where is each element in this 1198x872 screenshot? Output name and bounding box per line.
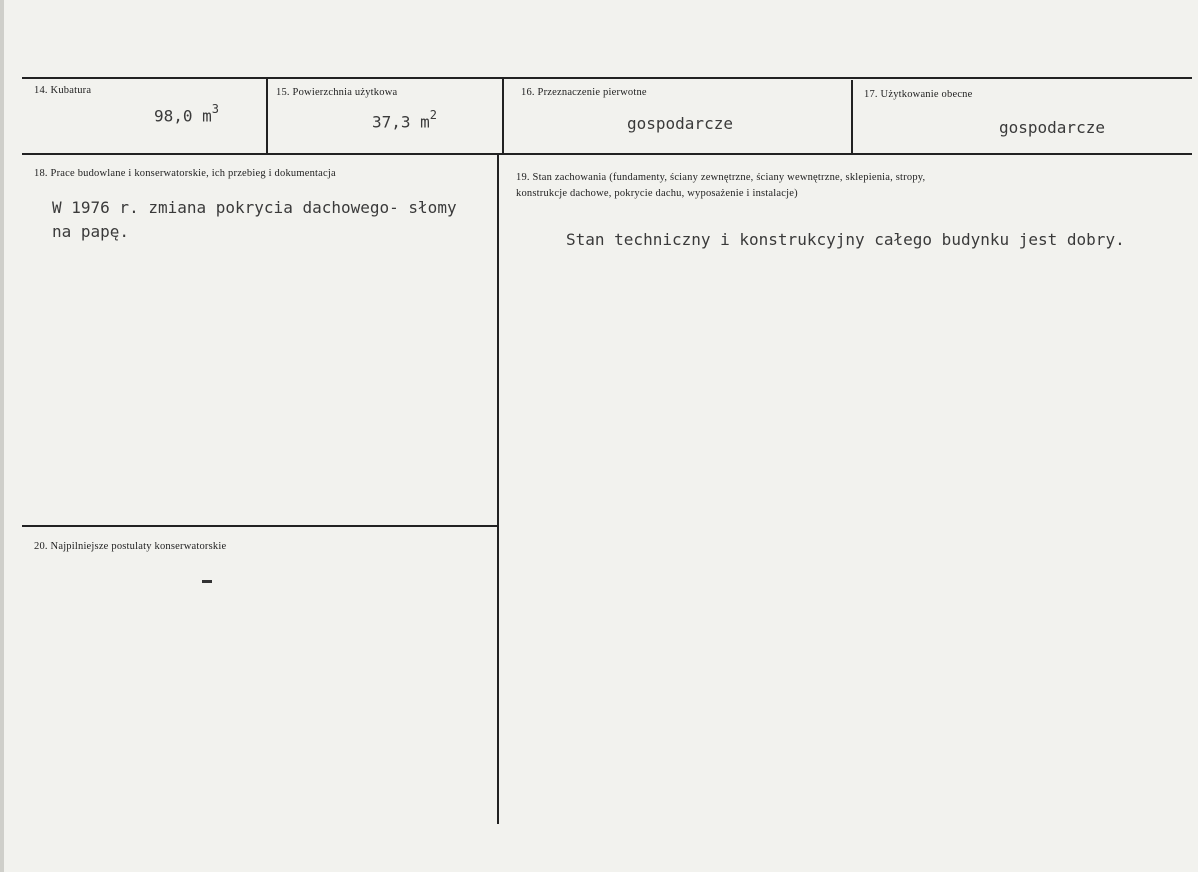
section-18-20-divider xyxy=(22,525,497,527)
col-divider-16-17 xyxy=(851,80,853,155)
field-18-line1: W 1976 r. zmiana pokrycia dachowego- słomy xyxy=(52,198,457,217)
field-17-value: gospodarcze xyxy=(999,118,1105,137)
field-19-label xyxy=(516,170,1116,202)
field-14-exponent: 3 xyxy=(211,102,220,116)
col-divider-15-16 xyxy=(502,78,504,154)
col-divider-14-15 xyxy=(266,78,268,154)
row-divider xyxy=(22,153,1192,155)
field-20-label: 20. Najpilniejsze postulaty konserwatorskie xyxy=(34,541,227,552)
field-15-value xyxy=(372,110,437,131)
field-20-dash xyxy=(202,580,212,583)
top-rule xyxy=(22,77,1192,79)
field-15-exponent: 2 xyxy=(429,108,438,122)
field-14-value xyxy=(154,104,219,125)
field-16-value: gospodarcze xyxy=(627,114,733,133)
field-14-number: 98,0 m xyxy=(154,106,212,126)
field-18-label: 18. Prace budowlane i konserwatorskie, ich przebieg i dokumentacja xyxy=(34,168,336,179)
field-19-label-line1: 19. Stan zachowania (fundamenty, ściany zewnętrzne, ściany wewnętrzne, sklepienia, stropy, xyxy=(516,172,926,183)
col-divider-main xyxy=(497,154,499,824)
field-18-line2: na papę. xyxy=(52,222,130,241)
field-19-label-line2: konstrukcje dachowe, pokrycie dachu, wyposażenie i instalacje) xyxy=(516,188,798,199)
field-14-label: 14. Kubatura xyxy=(34,85,92,96)
field-15-number: 37,3 m xyxy=(372,112,430,132)
field-17-label: 17. Użytkowanie obecne xyxy=(864,89,973,100)
field-16-label: 16. Przeznaczenie pierwotne xyxy=(521,87,647,98)
field-19-value: Stan techniczny i konstrukcyjny całego budynku jest dobry. xyxy=(566,230,1125,249)
field-15-label: 15. Powierzchnia użytkowa xyxy=(276,87,398,98)
